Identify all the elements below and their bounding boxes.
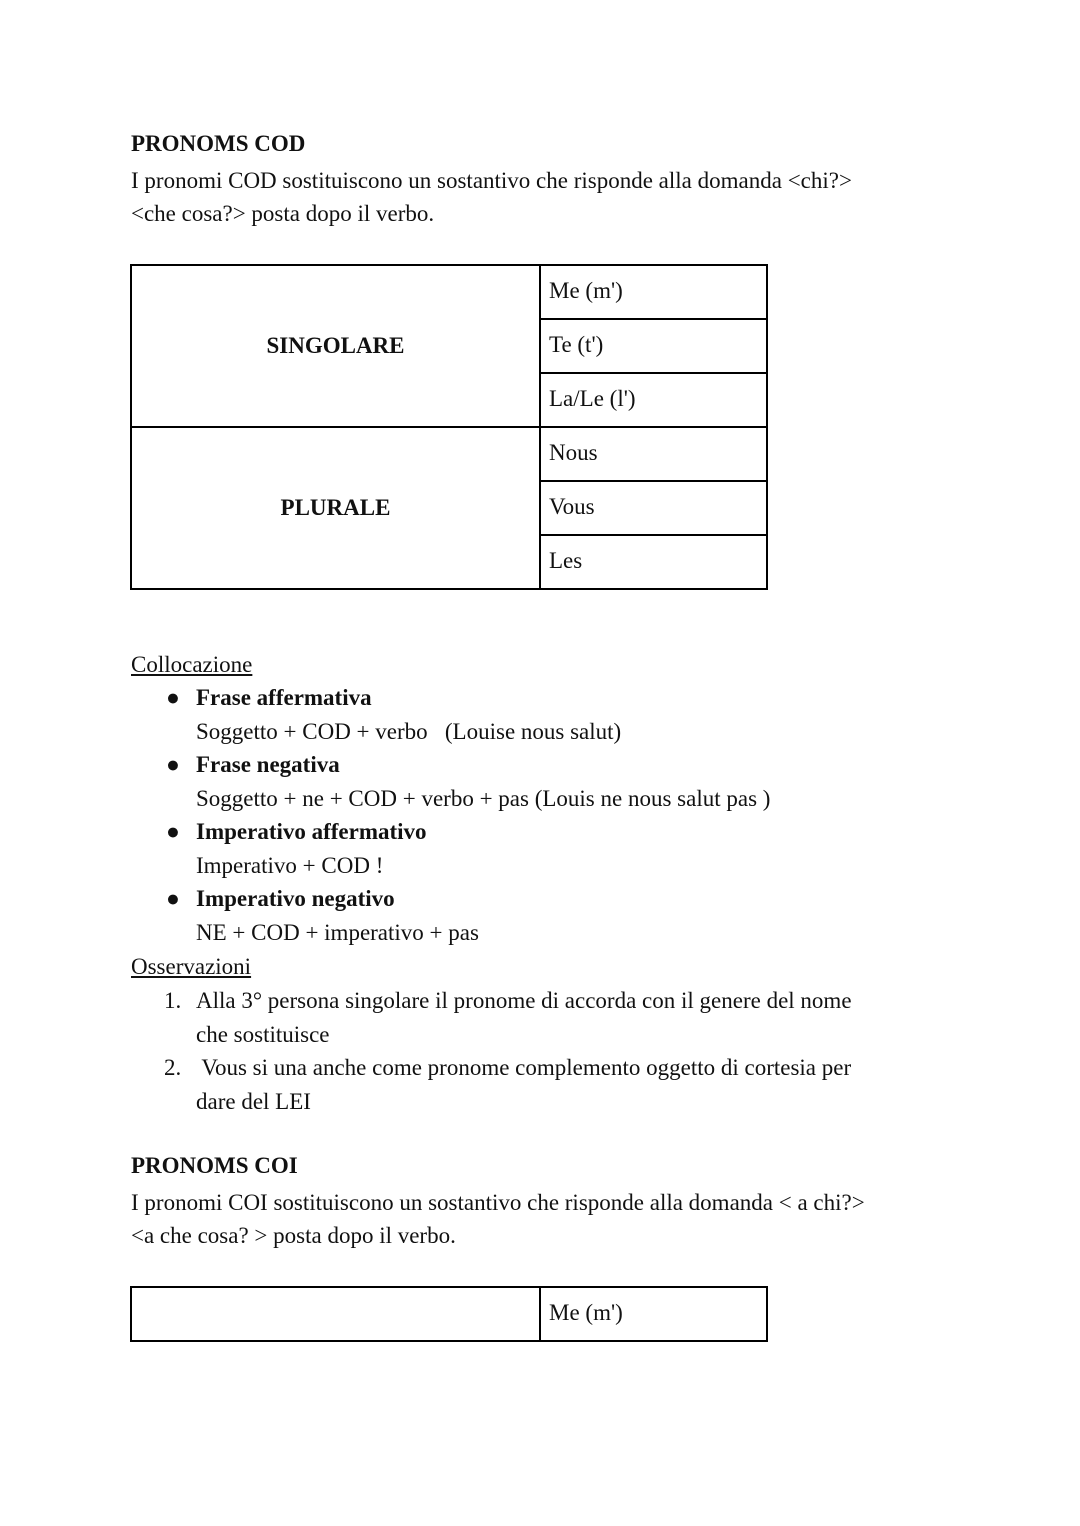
list-item-text: Imperativo + COD !: [196, 852, 384, 878]
coi-intro-line2: <a che cosa? > posta dopo il verbo.: [131, 1223, 456, 1248]
collocazione-heading: Collocazione: [131, 652, 253, 677]
bullet-icon: ●: [166, 685, 180, 710]
collocazione-list: [166, 681, 771, 949]
list-item: [166, 748, 770, 782]
list-item: [166, 815, 770, 849]
item-label: Frase negativa: [196, 752, 340, 777]
singolare-label: SINGOLARE: [131, 265, 540, 427]
plurale-label: PLURALE: [131, 427, 540, 589]
pronoun-cell: Me (m'): [540, 1287, 767, 1341]
item-number: 1.: [164, 988, 182, 1013]
list-item-text: Soggetto + COD + verbo (Louise nous salut): [196, 718, 622, 744]
pronoun-cell: Me (m'): [540, 265, 767, 319]
coi-title: PRONOMS COI: [131, 1153, 298, 1178]
list-item: [164, 984, 852, 1018]
pronoun-cell: Vous: [540, 481, 767, 535]
item-text: Vous si una anche come pronome complemento oggetto di cortesia per: [196, 1055, 852, 1080]
item-label: Frase affermativa: [196, 685, 372, 710]
bullet-icon: ●: [166, 752, 180, 777]
pronoun-cell: Les: [540, 535, 767, 589]
cod-intro-line1: I pronomi COD sostituiscono un sostantivo che risponde alla domanda <chi?>: [131, 168, 852, 193]
bullet-icon: ●: [166, 819, 180, 844]
pronoun-cell: La/Le (l'): [540, 373, 767, 427]
cod-pronoun-table: [130, 264, 768, 590]
list-item-continuation: che sostituisce: [196, 1021, 330, 1047]
coi-pronoun-table: [130, 1286, 768, 1342]
osservazioni-list: [164, 984, 852, 1118]
pronoun-cell: Nous: [540, 427, 767, 481]
item-label: Imperativo negativo: [196, 886, 395, 911]
osservazioni-heading: Osservazioni: [131, 954, 252, 979]
cod-intro-line2: <che cosa?> posta dopo il verbo.: [131, 201, 435, 226]
list-item: [166, 882, 770, 916]
list-item-text: NE + COD + imperativo + pas: [196, 919, 479, 945]
list-item: [166, 681, 770, 715]
cod-title: PRONOMS COD: [131, 131, 306, 156]
coi-intro-line1: I pronomi COI sostituiscono un sostantivo che risponde alla domanda < a chi?>: [131, 1190, 865, 1215]
list-item-continuation: dare del LEI: [196, 1088, 311, 1114]
coi-group-cell: [131, 1287, 540, 1341]
list-item: [164, 1051, 852, 1085]
list-item-text: Soggetto + ne + COD + verbo + pas (Louis ne nous salut pas ): [196, 785, 771, 811]
item-text: Alla 3° persona singolare il pronome di accorda con il genere del nome: [196, 988, 852, 1013]
bullet-icon: ●: [166, 886, 180, 911]
item-label: Imperativo affermativo: [196, 819, 427, 844]
item-number: 2.: [164, 1055, 182, 1080]
pronoun-cell: Te (t'): [540, 319, 767, 373]
